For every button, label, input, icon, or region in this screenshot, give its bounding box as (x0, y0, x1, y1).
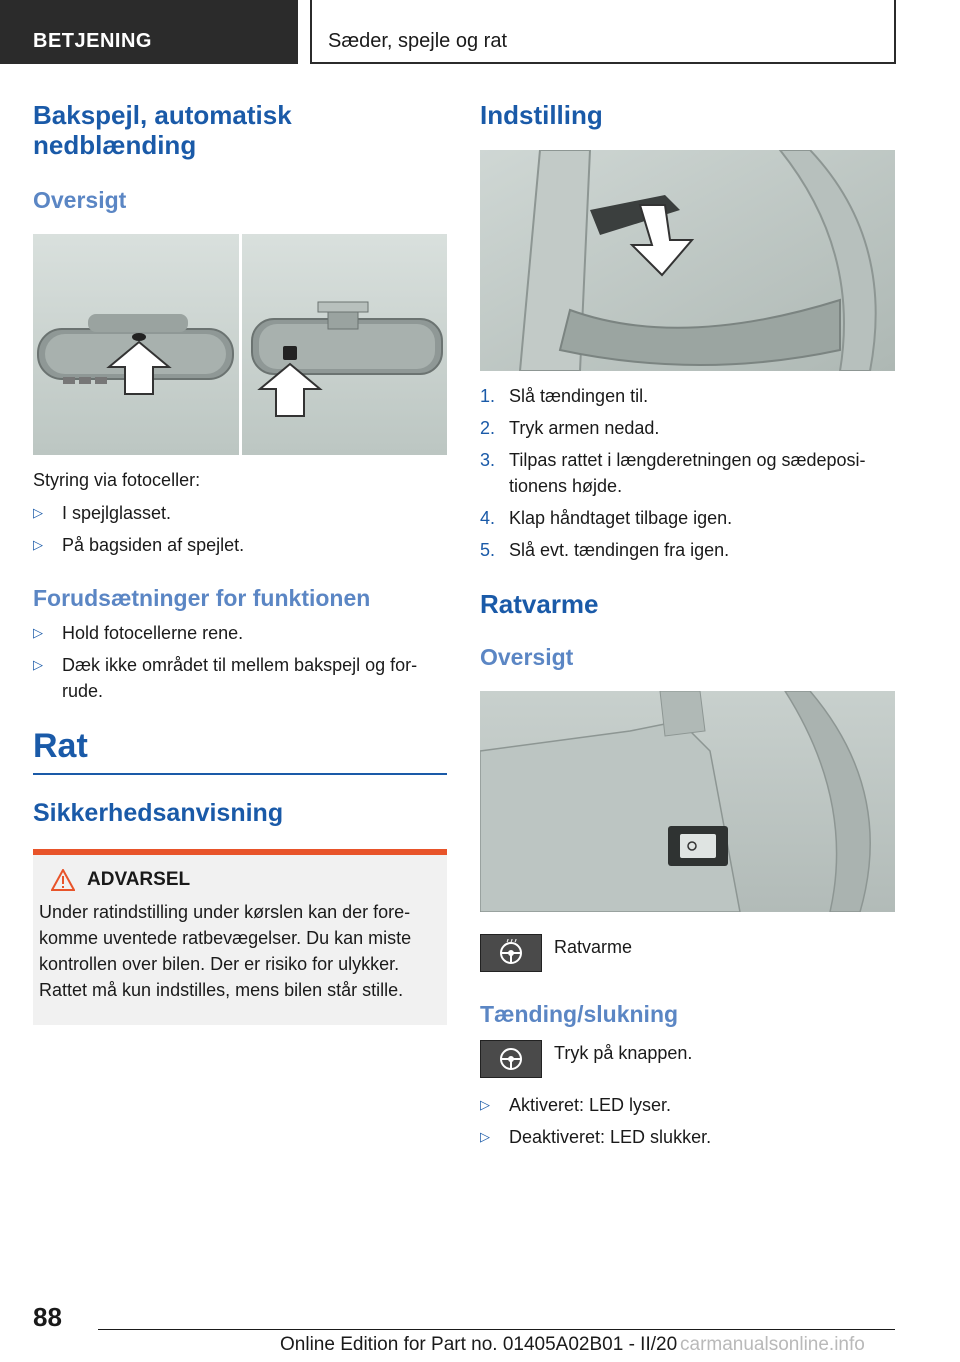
mirror-title: Bakspejl, automatisk nedblænding (33, 100, 292, 160)
list-item: ▷ Deaktiveret: LED slukker. (480, 1124, 895, 1150)
rat-heading: Rat (33, 727, 88, 765)
list-item: 5. Slå evt. tændingen fra igen. (480, 540, 730, 560)
edition-text: Online Edition for Part no. 01405A02B01 - II/20 (280, 1334, 678, 1355)
mirror-photo (33, 234, 447, 455)
footer-rule (98, 1329, 895, 1330)
onoff-list (480, 1092, 895, 1150)
heating-button-photo (480, 691, 895, 912)
page-number: 88 (33, 1302, 62, 1332)
list-item: 1. Slå tændingen til. (480, 386, 649, 406)
control-intro: Styring via fotoceller: (33, 470, 201, 490)
triangle-bullet-icon: ▷ (33, 625, 43, 640)
onoff-heading: Tænding/slukning (480, 1001, 679, 1027)
left-column (33, 100, 447, 1025)
chapter-tab (310, 0, 896, 64)
heating-icon-row (480, 934, 895, 972)
steering-heat-button-icon (480, 1040, 542, 1078)
rat-rule (33, 773, 447, 775)
safety-heading: Sikkerhedsanvisning (33, 799, 284, 827)
section-label: BETJENING (33, 30, 152, 52)
heating-overview-heading: Oversigt (480, 644, 574, 670)
onoff-icon-row (480, 1040, 895, 1078)
right-column (480, 100, 895, 1156)
triangle-bullet-icon: ▷ (33, 657, 43, 672)
onoff-text: Tryk på knappen. (554, 1043, 693, 1063)
chapter-label: Sæder, spejle og rat (328, 30, 507, 52)
steering-lever-photo (480, 150, 895, 371)
steering-heat-button-icon (480, 934, 542, 972)
mirror-overview-heading: Oversigt (33, 187, 127, 213)
adjust-steps (480, 383, 895, 563)
list-item: ▷ På bagsiden af spejlet. (33, 532, 447, 558)
watermark: carmanualsonline.info (680, 1334, 865, 1355)
triangle-bullet-icon: ▷ (480, 1097, 490, 1112)
list-item: ▷ Hold fotocellerne rene. (33, 620, 447, 646)
warning-triangle-icon (51, 869, 75, 891)
triangle-bullet-icon: ▷ (33, 537, 43, 552)
triangle-bullet-icon: ▷ (33, 505, 43, 520)
heating-icon-label: Ratvarme (554, 937, 633, 957)
triangle-bullet-icon: ▷ (480, 1129, 490, 1144)
prereq-list (33, 620, 447, 704)
list-item: ▷ I spejlglasset. (33, 500, 447, 526)
adjust-heading: Indstilling (480, 100, 603, 130)
list-item: 4. Klap håndtaget tilbage igen. (480, 508, 733, 528)
list-item: ▷ Aktiveret: LED lyser. (480, 1092, 895, 1118)
list-item: ▷ Dæk ikke området til mellem bakspejl og for-rude. (33, 652, 447, 704)
section-tab (0, 0, 298, 64)
prereq-heading: Forudsætninger for funktionen (33, 585, 371, 611)
list-item: 2. Tryk armen nedad. (480, 418, 660, 438)
control-list (33, 500, 447, 558)
warning-title: ADVARSEL (51, 869, 435, 891)
warning-text: Under ratindstilling under kørslen kan der fore-komme uventede ratbevægelser. Du kan miste kontrollen over bilen. Der er risiko for ulykker. Rattet må kun indstilles, mens bilen står stille. (39, 902, 412, 1000)
warning-box (33, 855, 447, 1025)
list-item: 3. Tilpas rattet i længderetningen og sædeposi-tionens højde. (480, 450, 866, 496)
heating-heading: Ratvarme (480, 589, 599, 619)
